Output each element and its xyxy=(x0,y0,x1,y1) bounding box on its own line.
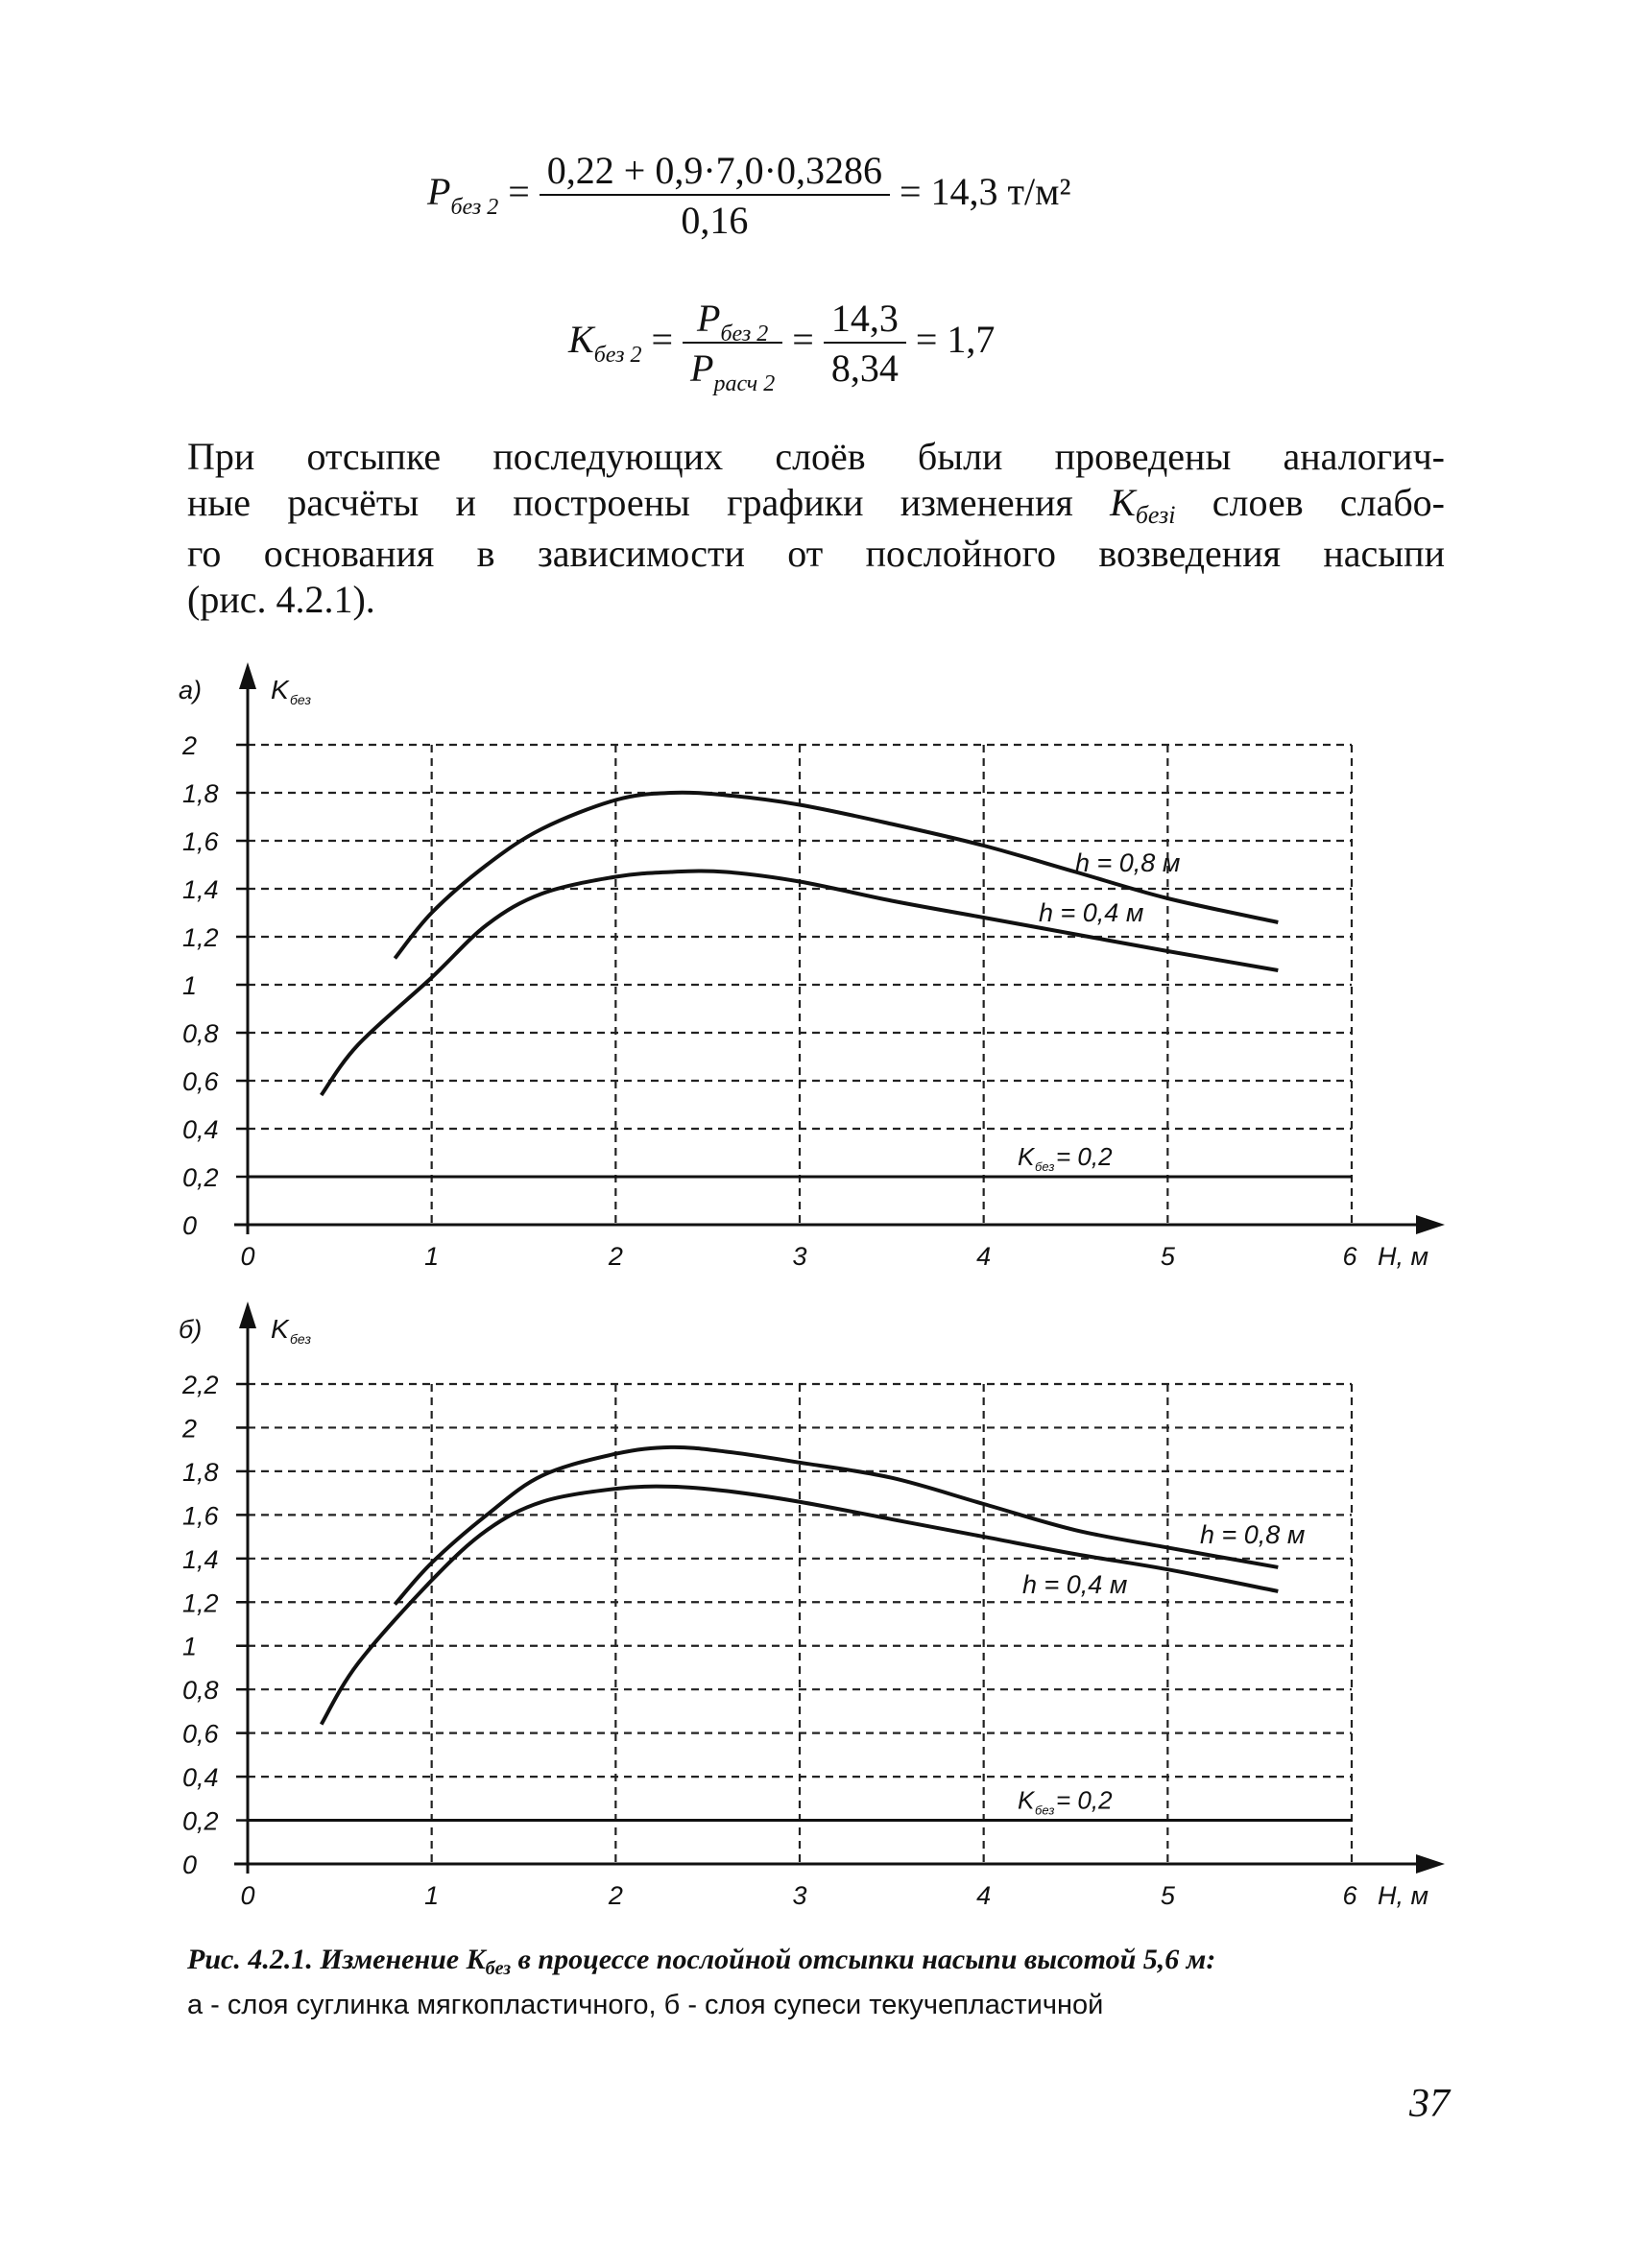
y-axis-label-sub: без xyxy=(290,1331,312,1347)
equals-sign: = xyxy=(508,170,540,214)
x-axis-label: H, м xyxy=(1378,1881,1429,1910)
x-axis-arrow xyxy=(1416,1854,1445,1874)
formula1-lhs-sub: без 2 xyxy=(450,195,499,221)
formula2-f1-den: P xyxy=(690,346,714,390)
y-tick-label: 1,2 xyxy=(182,1588,219,1618)
formula-k-bez-2 xyxy=(568,297,996,396)
series-label-h-0-8: h = 0,8 м xyxy=(1200,1520,1306,1549)
x-tick-label: 3 xyxy=(792,1242,807,1271)
y-tick-label: 1 xyxy=(182,1632,198,1661)
chart-b xyxy=(0,1286,1632,1920)
x-tick-label: 4 xyxy=(976,1242,992,1271)
series-label-h-0-8: h = 0,8 м xyxy=(1075,848,1181,877)
x-tick-label: 6 xyxy=(1342,1242,1357,1271)
caption-line-1 xyxy=(187,1939,1454,1984)
x-tick-label: 4 xyxy=(976,1881,992,1910)
x-tick-label: 5 xyxy=(1160,1881,1175,1910)
y-tick-label: 1,8 xyxy=(182,779,219,808)
formula1-numerator: 0,22 + 0,9·7,0·0,3286 xyxy=(540,152,890,196)
page-number: 37 xyxy=(1409,2082,1450,2126)
y-tick-label: 1,6 xyxy=(182,1501,219,1531)
formula2-lhs: K xyxy=(568,318,594,362)
body-paragraph xyxy=(187,434,1445,623)
y-tick-label: 0 xyxy=(182,1211,198,1240)
y-axis-label-sub: без xyxy=(290,692,312,707)
paragraph-k-sub: безi xyxy=(1135,501,1176,529)
y-tick-label: 0,4 xyxy=(182,1763,219,1793)
y-tick-label: 0,2 xyxy=(182,1806,219,1836)
reference-label-value: = 0,2 xyxy=(1056,1142,1113,1171)
reference-label: K xyxy=(1018,1142,1035,1171)
formula2-f1-num: P xyxy=(697,297,721,340)
y-axis-arrow xyxy=(239,1301,256,1328)
y-tick-label: 1,6 xyxy=(182,827,219,856)
y-axis-label: K xyxy=(271,675,289,704)
panel-label: б) xyxy=(179,1315,203,1344)
y-tick-label: 1 xyxy=(182,971,198,1000)
x-axis-arrow xyxy=(1416,1215,1445,1234)
y-tick-label: 1,4 xyxy=(182,875,219,904)
reference-label-sub: без xyxy=(1035,1802,1055,1818)
paragraph-line-2 xyxy=(187,480,1445,531)
y-tick-label: 2 xyxy=(182,731,198,760)
formula2-result: = 1,7 xyxy=(915,318,996,362)
formula2-f1-num-sub: без 2 xyxy=(720,322,769,346)
x-tick-label: 6 xyxy=(1342,1881,1357,1910)
series-h-0-8-curve xyxy=(395,1447,1278,1605)
formula1-lhs: P xyxy=(427,170,451,214)
x-tick-label: 0 xyxy=(240,1881,255,1910)
formula1-result: = 14,3 т/м² xyxy=(899,170,1071,214)
paragraph-k-symbol: K xyxy=(1110,481,1136,524)
caption-line-2: а - слоя суглинка мягкопластичного, б - слоя супеси текучепластичной xyxy=(187,1990,1104,2020)
x-tick-label: 2 xyxy=(608,1242,623,1271)
formula2-f2-num: 14,3 xyxy=(824,299,906,344)
y-tick-label: 0,8 xyxy=(182,1019,219,1048)
y-axis-label: K xyxy=(271,1314,289,1344)
x-tick-label: 0 xyxy=(240,1242,255,1271)
caption-line-1-a: Рис. 4.2.1. Изменение K xyxy=(187,1944,486,1975)
formula1-fraction xyxy=(540,149,890,242)
y-tick-label: 0,8 xyxy=(182,1676,219,1706)
series-label-h-0-4: h = 0,4 м xyxy=(1039,898,1144,927)
paragraph-line-3: го основания в зависимости от послойного возведения насыпи xyxy=(187,532,1445,575)
reference-label: K xyxy=(1018,1785,1035,1815)
x-tick-label: 1 xyxy=(424,1242,440,1271)
x-tick-label: 5 xyxy=(1160,1242,1175,1271)
y-tick-label: 0,4 xyxy=(182,1115,219,1144)
paragraph-line-1: При отсыпке последующих слоёв были проведены аналогич- xyxy=(187,435,1445,478)
y-tick-label: 2,2 xyxy=(182,1371,219,1399)
caption-line-1-b: в процессе послойной отсыпки насыпи высотой 5,6 м: xyxy=(511,1944,1216,1975)
equals-sign: = xyxy=(792,318,824,362)
series-label-h-0-4: h = 0,4 м xyxy=(1022,1570,1128,1599)
panel-label: а) xyxy=(179,676,203,704)
figure-caption xyxy=(187,1939,1454,2026)
x-tick-label: 2 xyxy=(608,1881,623,1910)
x-axis-label: H, м xyxy=(1378,1242,1429,1271)
y-tick-label: 1,8 xyxy=(182,1457,219,1487)
formula2-fraction1 xyxy=(683,297,782,396)
reference-label-sub: без xyxy=(1035,1159,1055,1174)
formula-p-bez-2 xyxy=(427,149,1071,242)
caption-k-sub: без xyxy=(485,1958,512,1979)
x-tick-label: 1 xyxy=(424,1881,440,1910)
reference-label-value: = 0,2 xyxy=(1056,1785,1113,1815)
y-axis-arrow xyxy=(239,662,256,689)
paragraph-line-4: (рис. 4.2.1). xyxy=(187,578,375,621)
formula2-f2-den: 8,34 xyxy=(830,346,899,390)
y-tick-label: 1,4 xyxy=(182,1544,219,1574)
formula1-denominator: 0,16 xyxy=(681,199,749,242)
formula2-f1-den-sub: расч 2 xyxy=(713,371,776,396)
paragraph-line-2-a: ные расчёты и построены графики изменения xyxy=(187,481,1111,524)
formula2-lhs-sub: без 2 xyxy=(593,343,642,369)
y-tick-label: 0,2 xyxy=(182,1163,219,1192)
equals-sign: = xyxy=(651,318,674,362)
y-tick-label: 0,6 xyxy=(182,1067,219,1096)
y-tick-label: 0 xyxy=(182,1850,198,1879)
chart-a xyxy=(0,653,1632,1277)
y-tick-label: 1,2 xyxy=(182,923,219,952)
y-tick-label: 2 xyxy=(182,1414,198,1444)
x-tick-label: 3 xyxy=(792,1881,807,1910)
paragraph-line-2-b: слоев слабо- xyxy=(1175,481,1445,524)
y-tick-label: 0,6 xyxy=(182,1719,219,1749)
formula2-fraction2 xyxy=(824,299,906,388)
